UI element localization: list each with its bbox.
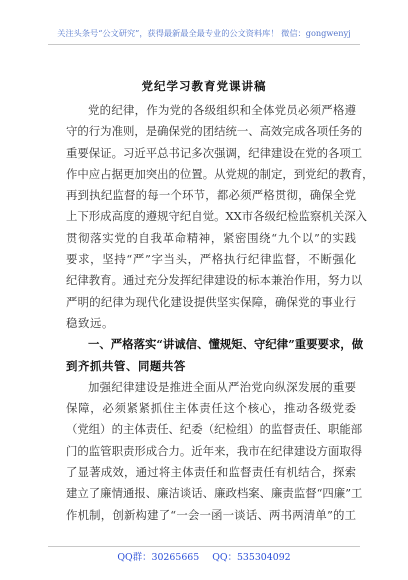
paragraph-line: 作机制，创新构建了“一会一函一谈话、两书两清单”的工 bbox=[66, 507, 356, 522]
paragraph-line: 纪律教育。通过充分发挥纪律建设的标本兼治作用，努力以 bbox=[66, 273, 363, 288]
paragraph-line: 上下形成高度的遵规守纪自觉。XX市各级纪检监察机关深入 bbox=[66, 209, 367, 224]
paragraph-line: 党的纪律，作为党的各级组织和全体党员必须严格遵 bbox=[88, 103, 356, 117]
footer-divider bbox=[48, 546, 360, 547]
paragraph-line: 重要保证。习近平总书记多次强调，纪律建设在党的各项工 bbox=[66, 145, 363, 160]
paragraph-line: 作中应占据更加突出的位置。从党规的制定，到党纪的教育， bbox=[66, 166, 374, 181]
promo-banner: 关注头条号“公文研究”，获得最新最全最专业的公文资料库！ 微信：gongwenyj bbox=[57, 28, 351, 38]
paragraph-line: 要求，坚持“严”字当头，严格执行纪律监督，不断强化 bbox=[66, 252, 356, 267]
paragraph-line: 加强纪律建设是推进全面从严治党向纵深发展的重要 bbox=[88, 379, 356, 394]
paragraph-line: 再到执纪监督的每一个环节，都必须严格贯彻，确保全党 bbox=[66, 188, 356, 203]
paragraph-line: 了显著成效，通过将主体责任和监督责任有机结合，探索 bbox=[66, 465, 356, 480]
paragraph-line: 门的监管职责形成合力。近年来，我市在纪律建设方面取得 bbox=[66, 443, 363, 458]
header-divider bbox=[48, 44, 360, 45]
section-heading: 一、严格落实“讲诚信、懂规矩、守纪律”重要要求，做 bbox=[88, 337, 364, 352]
paragraph-line: 贯彻落实党的自我革命精神，紧密围绕“九个以”的实践 bbox=[66, 230, 356, 245]
paragraph-line: 严明的纪律为现代化建设提供坚实保障，确保党的事业行 bbox=[66, 294, 356, 309]
paragraph-line: 建立了廉情通报、廉洁谈话、廉政档案、廉责监督“四廉”工 bbox=[66, 486, 363, 501]
contact-footer: QQ群：30265665 QQ：535304092 bbox=[117, 552, 291, 563]
document-title: 党纪学习教育党课讲稿 bbox=[141, 79, 267, 93]
paragraph-line: 保障，必须紧紧抓住主体责任这个核心，推动各级党委 bbox=[66, 401, 356, 416]
document-body bbox=[66, 100, 374, 526]
section-heading: 到齐抓共管、同题共答 bbox=[66, 358, 186, 373]
paragraph-line: 守的行为准则，是确保党的团结统一、高效完成各项任务的 bbox=[66, 124, 363, 139]
paragraph-line: 稳致远。 bbox=[66, 315, 114, 330]
paragraph-line: （党组）的主体责任、纪委（纪检组）的监督责任、职能部 bbox=[66, 422, 363, 437]
